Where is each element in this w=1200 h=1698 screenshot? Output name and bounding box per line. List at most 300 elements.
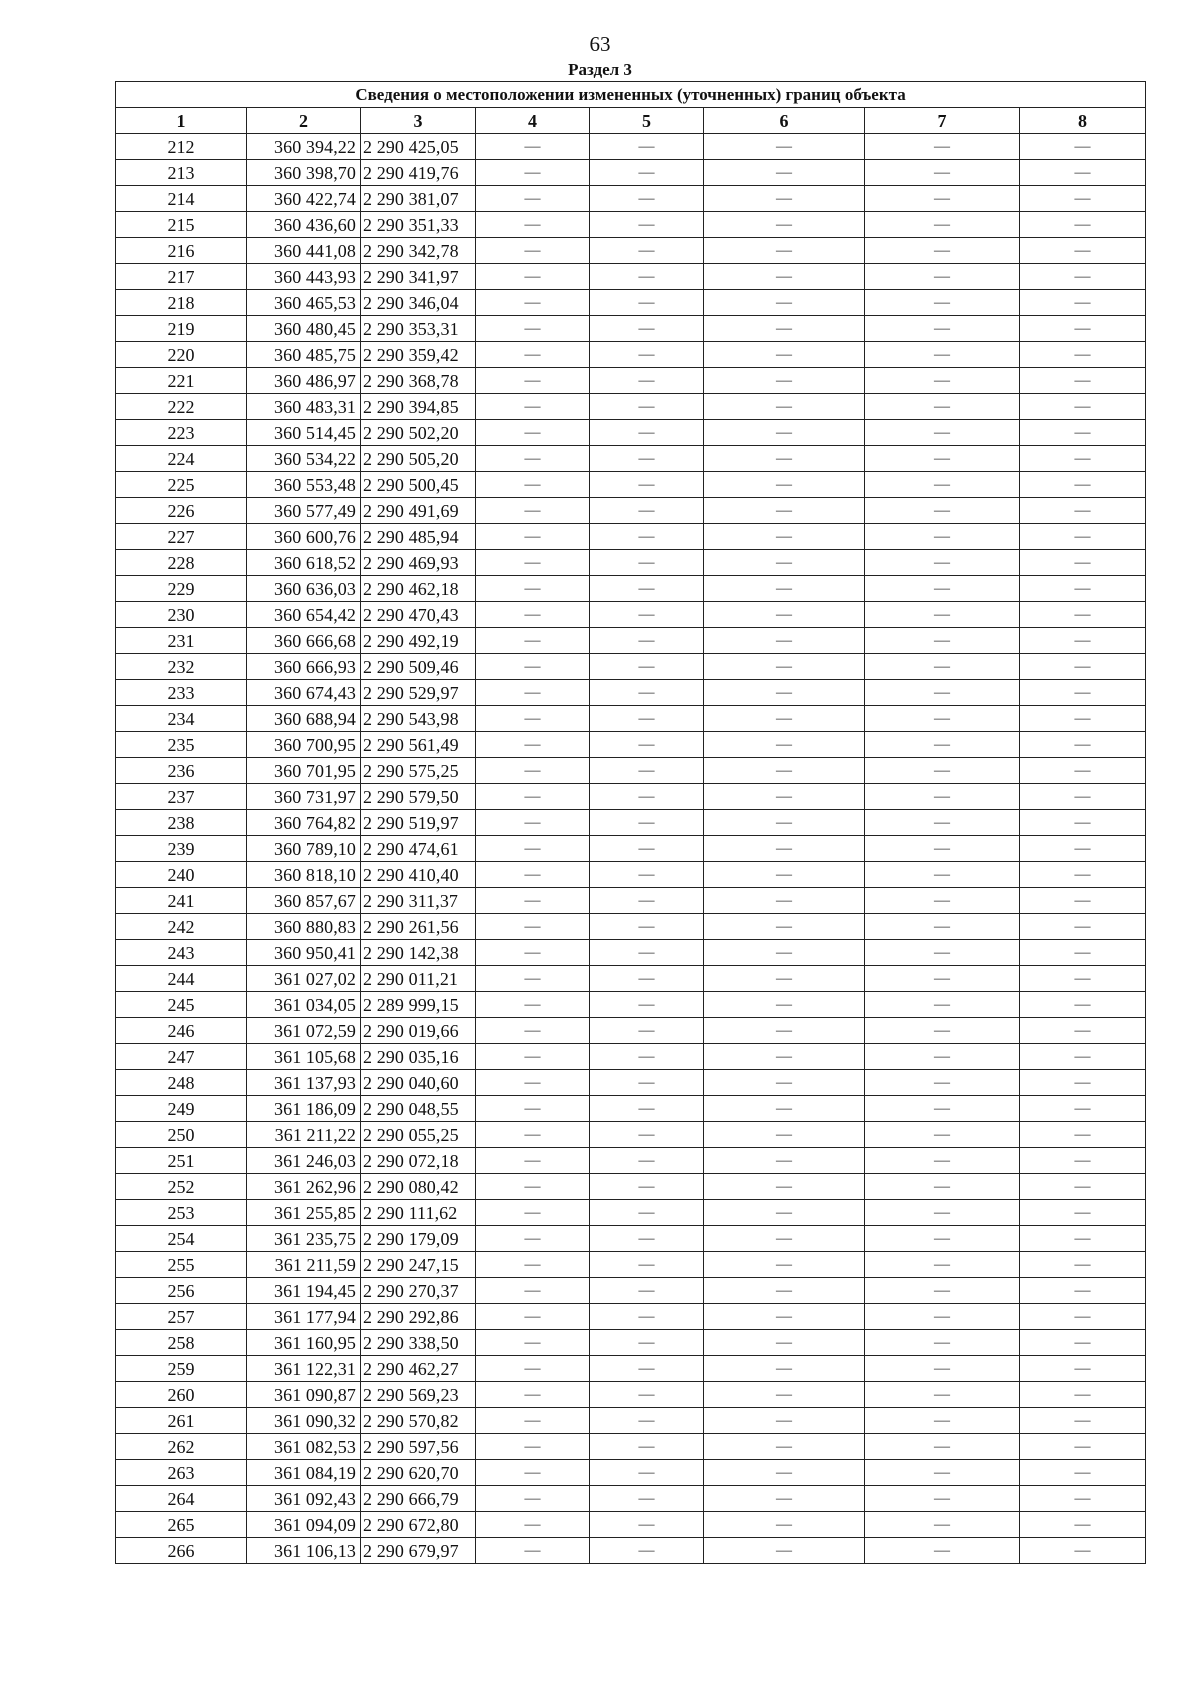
empty-value-cell: — <box>590 628 704 654</box>
x-coordinate-cell: 360 534,22 <box>247 446 361 472</box>
table-row <box>116 212 1146 238</box>
x-coordinate-cell: 360 600,76 <box>247 524 361 550</box>
empty-value-cell: — <box>1020 264 1146 290</box>
empty-value-cell: — <box>590 654 704 680</box>
table-row <box>116 1512 1146 1538</box>
point-number-cell: 236 <box>116 758 247 784</box>
table-row <box>116 1538 1146 1564</box>
empty-value-cell: — <box>590 914 704 940</box>
x-coordinate-cell: 361 186,09 <box>247 1096 361 1122</box>
empty-value-cell: — <box>1020 862 1146 888</box>
empty-value-cell: — <box>476 602 590 628</box>
point-number-cell: 222 <box>116 394 247 420</box>
empty-value-cell: — <box>590 368 704 394</box>
x-coordinate-cell: 361 105,68 <box>247 1044 361 1070</box>
caption-row <box>116 82 1146 108</box>
empty-value-cell: — <box>1020 1278 1146 1304</box>
x-coordinate-cell: 361 034,05 <box>247 992 361 1018</box>
y-coordinate-cell: 2 290 247,15 <box>361 1252 476 1278</box>
empty-value-cell: — <box>704 1044 865 1070</box>
x-coordinate-cell: 360 553,48 <box>247 472 361 498</box>
y-coordinate-cell: 2 290 569,23 <box>361 1382 476 1408</box>
column-header: 3 <box>361 108 476 134</box>
empty-value-cell: — <box>1020 290 1146 316</box>
x-coordinate-cell: 361 092,43 <box>247 1486 361 1512</box>
empty-value-cell: — <box>590 1278 704 1304</box>
point-number-cell: 230 <box>116 602 247 628</box>
y-coordinate-cell: 2 290 381,07 <box>361 186 476 212</box>
y-coordinate-cell: 2 290 080,42 <box>361 1174 476 1200</box>
empty-value-cell: — <box>590 1044 704 1070</box>
empty-value-cell: — <box>1020 706 1146 732</box>
y-coordinate-cell: 2 290 492,19 <box>361 628 476 654</box>
empty-value-cell: — <box>476 654 590 680</box>
point-number-cell: 256 <box>116 1278 247 1304</box>
point-number-cell: 240 <box>116 862 247 888</box>
empty-value-cell: — <box>476 472 590 498</box>
empty-value-cell: — <box>865 1460 1020 1486</box>
point-number-cell: 232 <box>116 654 247 680</box>
point-number-cell: 260 <box>116 1382 247 1408</box>
empty-value-cell: — <box>476 758 590 784</box>
y-coordinate-cell: 2 290 072,18 <box>361 1148 476 1174</box>
empty-value-cell: — <box>865 758 1020 784</box>
empty-value-cell: — <box>1020 1356 1146 1382</box>
empty-value-cell: — <box>865 1538 1020 1564</box>
empty-value-cell: — <box>1020 654 1146 680</box>
empty-value-cell: — <box>590 1538 704 1564</box>
empty-value-cell: — <box>1020 914 1146 940</box>
point-number-cell: 253 <box>116 1200 247 1226</box>
empty-value-cell: — <box>865 1200 1020 1226</box>
point-number-cell: 249 <box>116 1096 247 1122</box>
table-body <box>116 134 1146 1564</box>
empty-value-cell: — <box>865 654 1020 680</box>
empty-value-cell: — <box>590 680 704 706</box>
empty-value-cell: — <box>865 836 1020 862</box>
point-number-cell: 252 <box>116 1174 247 1200</box>
y-coordinate-cell: 2 290 462,27 <box>361 1356 476 1382</box>
empty-value-cell: — <box>476 940 590 966</box>
empty-value-cell: — <box>590 784 704 810</box>
table-row <box>116 1252 1146 1278</box>
empty-value-cell: — <box>1020 576 1146 602</box>
empty-value-cell: — <box>704 1304 865 1330</box>
y-coordinate-cell: 2 290 341,97 <box>361 264 476 290</box>
empty-value-cell: — <box>704 758 865 784</box>
empty-value-cell: — <box>865 160 1020 186</box>
empty-value-cell: — <box>865 1486 1020 1512</box>
y-coordinate-cell: 2 290 111,62 <box>361 1200 476 1226</box>
empty-value-cell: — <box>1020 1096 1146 1122</box>
point-number-cell: 261 <box>116 1408 247 1434</box>
empty-value-cell: — <box>704 342 865 368</box>
empty-value-cell: — <box>865 966 1020 992</box>
empty-value-cell: — <box>476 862 590 888</box>
table-row <box>116 1382 1146 1408</box>
empty-value-cell: — <box>865 862 1020 888</box>
point-number-cell: 254 <box>116 1226 247 1252</box>
empty-value-cell: — <box>704 1486 865 1512</box>
empty-value-cell: — <box>1020 472 1146 498</box>
x-coordinate-cell: 360 666,68 <box>247 628 361 654</box>
empty-value-cell: — <box>476 888 590 914</box>
empty-value-cell: — <box>704 1434 865 1460</box>
empty-value-cell: — <box>476 550 590 576</box>
empty-value-cell: — <box>476 238 590 264</box>
y-coordinate-cell: 2 290 351,33 <box>361 212 476 238</box>
empty-value-cell: — <box>476 1200 590 1226</box>
empty-value-cell: — <box>865 810 1020 836</box>
empty-value-cell: — <box>704 888 865 914</box>
empty-value-cell: — <box>865 290 1020 316</box>
table-row <box>116 446 1146 472</box>
x-coordinate-cell: 360 486,97 <box>247 368 361 394</box>
point-number-cell: 245 <box>116 992 247 1018</box>
empty-value-cell: — <box>865 784 1020 810</box>
empty-value-cell: — <box>865 446 1020 472</box>
y-coordinate-cell: 2 290 419,76 <box>361 160 476 186</box>
empty-value-cell: — <box>590 1460 704 1486</box>
empty-value-cell: — <box>1020 836 1146 862</box>
empty-value-cell: — <box>590 732 704 758</box>
empty-value-cell: — <box>704 368 865 394</box>
empty-value-cell: — <box>476 1174 590 1200</box>
empty-value-cell: — <box>590 472 704 498</box>
empty-value-cell: — <box>1020 368 1146 394</box>
y-coordinate-cell: 2 290 179,09 <box>361 1226 476 1252</box>
table-row <box>116 1174 1146 1200</box>
y-coordinate-cell: 2 290 270,37 <box>361 1278 476 1304</box>
point-number-cell: 223 <box>116 420 247 446</box>
x-coordinate-cell: 360 701,95 <box>247 758 361 784</box>
point-number-cell: 226 <box>116 498 247 524</box>
empty-value-cell: — <box>704 966 865 992</box>
x-coordinate-cell: 360 394,22 <box>247 134 361 160</box>
empty-value-cell: — <box>476 836 590 862</box>
table-row <box>116 186 1146 212</box>
point-number-cell: 234 <box>116 706 247 732</box>
empty-value-cell: — <box>865 394 1020 420</box>
point-number-cell: 212 <box>116 134 247 160</box>
point-number-cell: 220 <box>116 342 247 368</box>
point-number-cell: 231 <box>116 628 247 654</box>
table-row <box>116 550 1146 576</box>
point-number-cell: 214 <box>116 186 247 212</box>
empty-value-cell: — <box>865 550 1020 576</box>
y-coordinate-cell: 2 290 672,80 <box>361 1512 476 1538</box>
empty-value-cell: — <box>590 1096 704 1122</box>
empty-value-cell: — <box>1020 810 1146 836</box>
empty-value-cell: — <box>590 602 704 628</box>
empty-value-cell: — <box>590 758 704 784</box>
table-row <box>116 706 1146 732</box>
table-row <box>116 498 1146 524</box>
x-coordinate-cell: 360 422,74 <box>247 186 361 212</box>
empty-value-cell: — <box>1020 394 1146 420</box>
x-coordinate-cell: 360 700,95 <box>247 732 361 758</box>
empty-value-cell: — <box>476 1356 590 1382</box>
y-coordinate-cell: 2 290 543,98 <box>361 706 476 732</box>
x-coordinate-cell: 360 950,41 <box>247 940 361 966</box>
point-number-cell: 218 <box>116 290 247 316</box>
column-header: 5 <box>590 108 704 134</box>
y-coordinate-cell: 2 290 311,37 <box>361 888 476 914</box>
empty-value-cell: — <box>476 1434 590 1460</box>
x-coordinate-cell: 360 398,70 <box>247 160 361 186</box>
empty-value-cell: — <box>704 628 865 654</box>
x-coordinate-cell: 361 082,53 <box>247 1434 361 1460</box>
x-coordinate-cell: 360 764,82 <box>247 810 361 836</box>
x-coordinate-cell: 360 436,60 <box>247 212 361 238</box>
empty-value-cell: — <box>704 446 865 472</box>
x-coordinate-cell: 360 636,03 <box>247 576 361 602</box>
empty-value-cell: — <box>1020 446 1146 472</box>
empty-value-cell: — <box>590 212 704 238</box>
empty-value-cell: — <box>1020 602 1146 628</box>
column-header: 2 <box>247 108 361 134</box>
empty-value-cell: — <box>865 1044 1020 1070</box>
empty-value-cell: — <box>1020 1434 1146 1460</box>
empty-value-cell: — <box>590 160 704 186</box>
x-coordinate-cell: 361 160,95 <box>247 1330 361 1356</box>
table-row <box>116 160 1146 186</box>
empty-value-cell: — <box>590 940 704 966</box>
empty-value-cell: — <box>590 1070 704 1096</box>
y-coordinate-cell: 2 290 505,20 <box>361 446 476 472</box>
empty-value-cell: — <box>1020 784 1146 810</box>
empty-value-cell: — <box>704 186 865 212</box>
empty-value-cell: — <box>590 134 704 160</box>
empty-value-cell: — <box>1020 1174 1146 1200</box>
empty-value-cell: — <box>476 212 590 238</box>
empty-value-cell: — <box>704 1226 865 1252</box>
y-coordinate-cell: 2 290 425,05 <box>361 134 476 160</box>
empty-value-cell: — <box>1020 498 1146 524</box>
empty-value-cell: — <box>476 1070 590 1096</box>
point-number-cell: 251 <box>116 1148 247 1174</box>
empty-value-cell: — <box>476 732 590 758</box>
x-coordinate-cell: 360 666,93 <box>247 654 361 680</box>
empty-value-cell: — <box>476 1252 590 1278</box>
column-header: 7 <box>865 108 1020 134</box>
empty-value-cell: — <box>476 1330 590 1356</box>
empty-value-cell: — <box>865 1278 1020 1304</box>
empty-value-cell: — <box>865 1304 1020 1330</box>
y-coordinate-cell: 2 290 353,31 <box>361 316 476 342</box>
empty-value-cell: — <box>865 680 1020 706</box>
point-number-cell: 213 <box>116 160 247 186</box>
empty-value-cell: — <box>1020 888 1146 914</box>
empty-value-cell: — <box>704 992 865 1018</box>
point-number-cell: 243 <box>116 940 247 966</box>
column-header: 8 <box>1020 108 1146 134</box>
empty-value-cell: — <box>590 1304 704 1330</box>
table-row <box>116 1330 1146 1356</box>
point-number-cell: 239 <box>116 836 247 862</box>
empty-value-cell: — <box>1020 186 1146 212</box>
table-row <box>116 732 1146 758</box>
y-coordinate-cell: 2 290 410,40 <box>361 862 476 888</box>
empty-value-cell: — <box>865 186 1020 212</box>
empty-value-cell: — <box>590 1226 704 1252</box>
point-number-cell: 219 <box>116 316 247 342</box>
empty-value-cell: — <box>704 1330 865 1356</box>
empty-value-cell: — <box>476 290 590 316</box>
y-coordinate-cell: 2 290 597,56 <box>361 1434 476 1460</box>
empty-value-cell: — <box>1020 524 1146 550</box>
x-coordinate-cell: 360 514,45 <box>247 420 361 446</box>
empty-value-cell: — <box>865 316 1020 342</box>
y-coordinate-cell: 2 290 019,66 <box>361 1018 476 1044</box>
table-row <box>116 1408 1146 1434</box>
empty-value-cell: — <box>865 1018 1020 1044</box>
empty-value-cell: — <box>704 680 865 706</box>
table-row <box>116 992 1146 1018</box>
point-number-cell: 247 <box>116 1044 247 1070</box>
point-number-cell: 257 <box>116 1304 247 1330</box>
empty-value-cell: — <box>476 1408 590 1434</box>
y-coordinate-cell: 2 290 519,97 <box>361 810 476 836</box>
empty-value-cell: — <box>1020 966 1146 992</box>
table-row <box>116 1278 1146 1304</box>
x-coordinate-cell: 361 094,09 <box>247 1512 361 1538</box>
empty-value-cell: — <box>590 1512 704 1538</box>
empty-value-cell: — <box>704 810 865 836</box>
point-number-cell: 221 <box>116 368 247 394</box>
empty-value-cell: — <box>865 1330 1020 1356</box>
point-number-cell: 235 <box>116 732 247 758</box>
table-row <box>116 472 1146 498</box>
empty-value-cell: — <box>704 1174 865 1200</box>
x-coordinate-cell: 361 235,75 <box>247 1226 361 1252</box>
empty-value-cell: — <box>476 784 590 810</box>
x-coordinate-cell: 360 465,53 <box>247 290 361 316</box>
empty-value-cell: — <box>704 1122 865 1148</box>
empty-value-cell: — <box>1020 732 1146 758</box>
empty-value-cell: — <box>476 160 590 186</box>
x-coordinate-cell: 360 577,49 <box>247 498 361 524</box>
point-number-cell: 262 <box>116 1434 247 1460</box>
empty-value-cell: — <box>1020 316 1146 342</box>
x-coordinate-cell: 361 262,96 <box>247 1174 361 1200</box>
point-number-cell: 228 <box>116 550 247 576</box>
table-row <box>116 342 1146 368</box>
x-coordinate-cell: 360 880,83 <box>247 914 361 940</box>
empty-value-cell: — <box>1020 1408 1146 1434</box>
y-coordinate-cell: 2 290 462,18 <box>361 576 476 602</box>
empty-value-cell: — <box>704 1408 865 1434</box>
x-coordinate-cell: 361 106,13 <box>247 1538 361 1564</box>
y-coordinate-cell: 2 290 570,82 <box>361 1408 476 1434</box>
empty-value-cell: — <box>865 524 1020 550</box>
empty-value-cell: — <box>476 1382 590 1408</box>
table-row <box>116 420 1146 446</box>
empty-value-cell: — <box>476 1512 590 1538</box>
empty-value-cell: — <box>476 1018 590 1044</box>
empty-value-cell: — <box>590 992 704 1018</box>
x-coordinate-cell: 360 441,08 <box>247 238 361 264</box>
empty-value-cell: — <box>704 1278 865 1304</box>
empty-value-cell: — <box>590 888 704 914</box>
empty-value-cell: — <box>1020 212 1146 238</box>
empty-value-cell: — <box>704 940 865 966</box>
empty-value-cell: — <box>865 212 1020 238</box>
x-coordinate-cell: 360 618,52 <box>247 550 361 576</box>
empty-value-cell: — <box>476 1226 590 1252</box>
empty-value-cell: — <box>590 1148 704 1174</box>
table-row <box>116 1356 1146 1382</box>
x-coordinate-cell: 360 674,43 <box>247 680 361 706</box>
empty-value-cell: — <box>590 1330 704 1356</box>
table-row <box>116 758 1146 784</box>
y-coordinate-cell: 2 290 338,50 <box>361 1330 476 1356</box>
point-number-cell: 237 <box>116 784 247 810</box>
x-coordinate-cell: 361 194,45 <box>247 1278 361 1304</box>
empty-value-cell: — <box>590 706 704 732</box>
column-header: 1 <box>116 108 247 134</box>
boundary-coordinates-table <box>115 81 1146 1564</box>
empty-value-cell: — <box>590 394 704 420</box>
page-number: 63 <box>589 32 611 56</box>
table-row <box>116 1304 1146 1330</box>
x-coordinate-cell: 361 211,59 <box>247 1252 361 1278</box>
y-coordinate-cell: 2 290 142,38 <box>361 940 476 966</box>
y-coordinate-cell: 2 289 999,15 <box>361 992 476 1018</box>
y-coordinate-cell: 2 290 620,70 <box>361 1460 476 1486</box>
empty-value-cell: — <box>865 1512 1020 1538</box>
empty-value-cell: — <box>865 498 1020 524</box>
empty-value-cell: — <box>704 654 865 680</box>
point-number-cell: 264 <box>116 1486 247 1512</box>
x-coordinate-cell: 360 818,10 <box>247 862 361 888</box>
empty-value-cell: — <box>1020 1122 1146 1148</box>
x-coordinate-cell: 361 090,32 <box>247 1408 361 1434</box>
empty-value-cell: — <box>476 134 590 160</box>
y-coordinate-cell: 2 290 529,97 <box>361 680 476 706</box>
empty-value-cell: — <box>476 1148 590 1174</box>
x-coordinate-cell: 361 137,93 <box>247 1070 361 1096</box>
empty-value-cell: — <box>704 550 865 576</box>
empty-value-cell: — <box>476 498 590 524</box>
table-row <box>116 1434 1146 1460</box>
empty-value-cell: — <box>704 1070 865 1096</box>
point-number-cell: 241 <box>116 888 247 914</box>
y-coordinate-cell: 2 290 575,25 <box>361 758 476 784</box>
table-row <box>116 1148 1146 1174</box>
point-number-cell: 238 <box>116 810 247 836</box>
empty-value-cell: — <box>865 1070 1020 1096</box>
table-row <box>116 888 1146 914</box>
empty-value-cell: — <box>865 1174 1020 1200</box>
table-row <box>116 1200 1146 1226</box>
empty-value-cell: — <box>590 342 704 368</box>
empty-value-cell: — <box>590 316 704 342</box>
empty-value-cell: — <box>865 1096 1020 1122</box>
empty-value-cell: — <box>1020 1330 1146 1356</box>
empty-value-cell: — <box>1020 940 1146 966</box>
empty-value-cell: — <box>865 1408 1020 1434</box>
empty-value-cell: — <box>1020 420 1146 446</box>
empty-value-cell: — <box>590 1486 704 1512</box>
x-coordinate-cell: 361 246,03 <box>247 1148 361 1174</box>
empty-value-cell: — <box>704 1382 865 1408</box>
table-row <box>116 810 1146 836</box>
empty-value-cell: — <box>476 914 590 940</box>
y-coordinate-cell: 2 290 470,43 <box>361 602 476 628</box>
y-coordinate-cell: 2 290 500,45 <box>361 472 476 498</box>
point-number-cell: 248 <box>116 1070 247 1096</box>
